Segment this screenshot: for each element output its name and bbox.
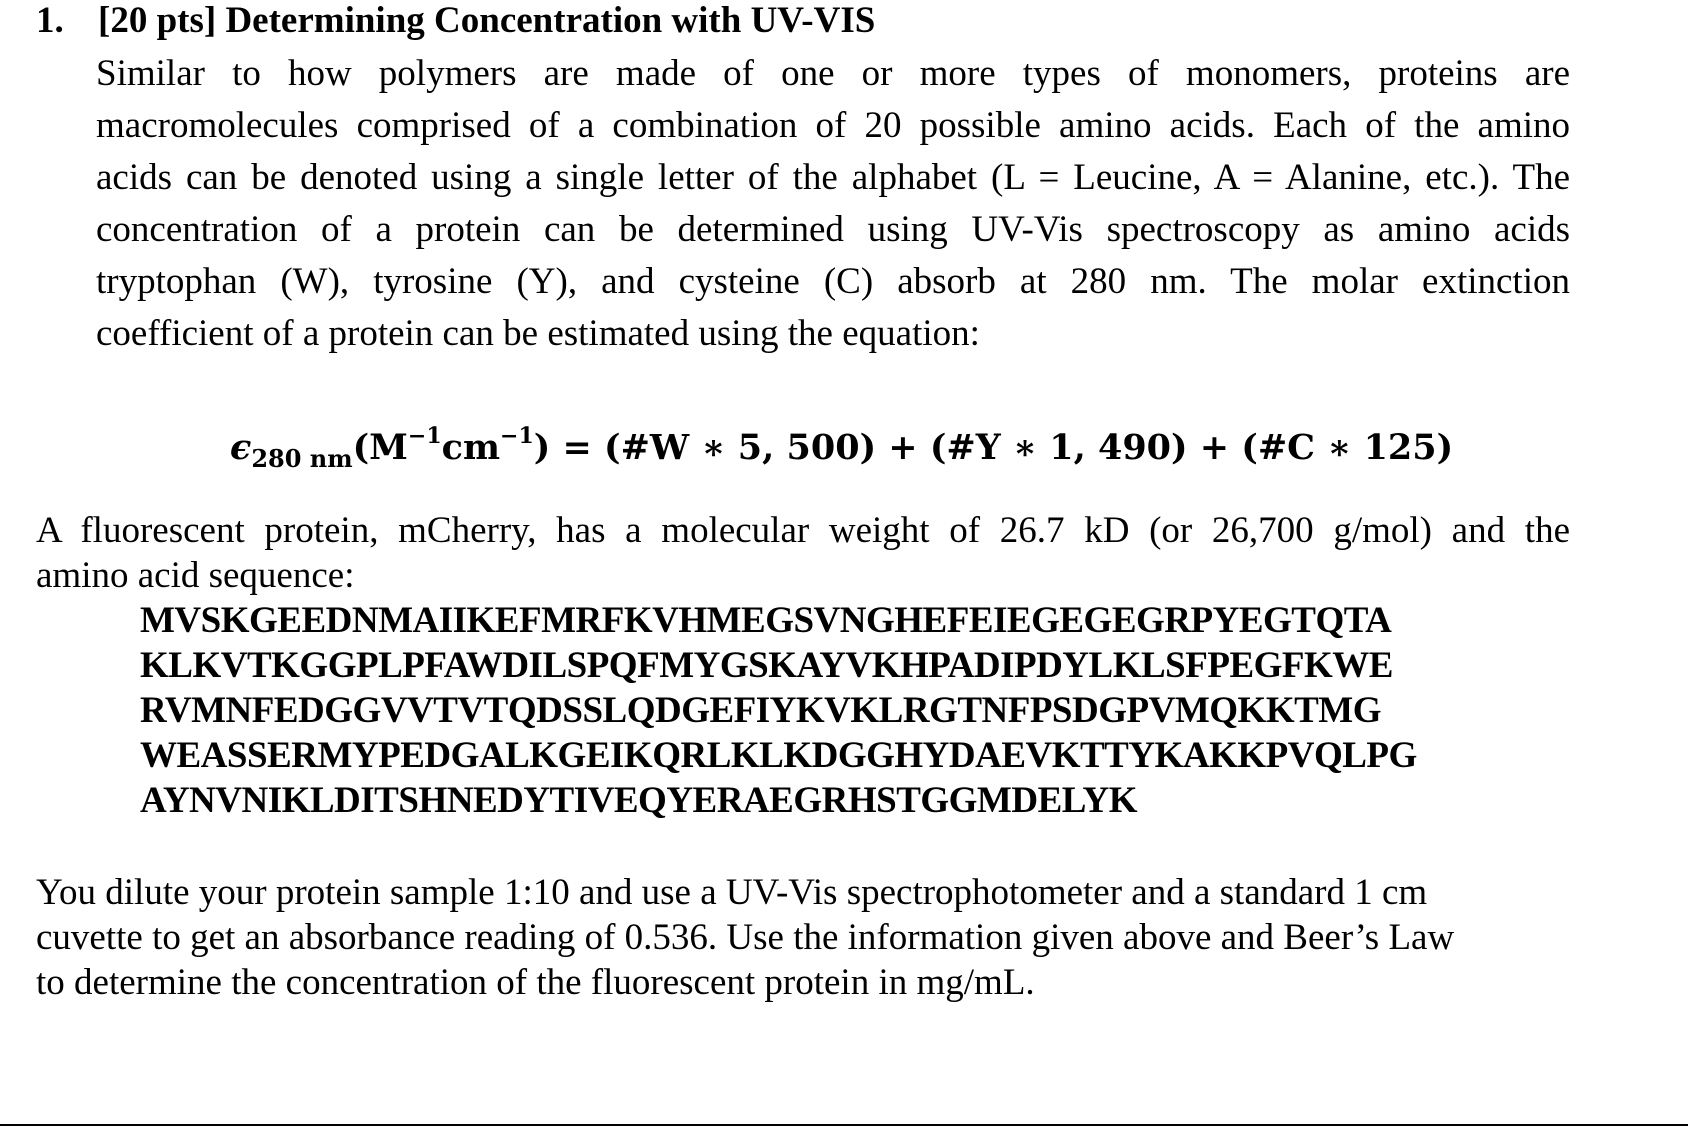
intro-line: tryptophan (W), tyrosine (Y), and cysteine (C) absorb at 280 nm. The molar extinction [96,261,1570,302]
equation-superscript-1: −1 [407,423,442,449]
bottom-divider [0,1124,1688,1126]
equation-epsilon: ϵ [230,427,252,468]
sequence-line: KLKVTKGGPLPFAWDILSPQFMYGSKAYVKHPADIPDYLKLSFPEGFKWE [140,645,1393,686]
intro-line: acids can be denoted using a single letter of the alphabet (L = Leucine, A = Alanine, etc.). The [96,157,1570,198]
task-paragraph [36,870,1570,1005]
question-heading [36,0,875,42]
intro-line: macromolecules comprised of a combination of 20 possible amino acids. Each of the amino [96,105,1570,146]
amino-acid-sequence [140,598,1417,823]
intro-line: concentration of a protein can be determined using UV-Vis spectroscopy as amino acids [96,209,1570,250]
extinction-coefficient-equation [230,412,1453,483]
equation-subscript: 280 nm [251,444,353,473]
equation-rhs: ) = (#W ∗ 5, 500) + (#Y ∗ 1, 490) + (#C ∗ 125) [533,427,1454,468]
paragraph-line: to determine the concentration of the fluorescent protein in mg/mL. [36,962,1035,1003]
intro-line: coefficient of a protein can be estimated using the equation: [96,313,980,354]
question-number: 1. [36,0,64,41]
intro-paragraph [96,48,1570,360]
sequence-line: MVSKGEEDNMAIIKEFMRFKVHMEGSVNGHEFEIEGEGEGRPYEGTQTA [140,600,1392,641]
sequence-line: WEASSERMYPEDGALKGEIKQRLKLKDGGHYDAEVKTTYKAKKPVQLPG [140,735,1417,776]
equation-superscript-2: −1 [500,423,534,449]
question-title: [20 pts] Determining Concentration with UV-VIS [98,0,876,41]
sequence-line: AYNVNIKLDITSHNEDYTIVEQYERAEGRHSTGGMDELYK [140,780,1138,821]
paragraph-line: You dilute your protein sample 1:10 and use a UV-Vis spectrophotometer and a standard 1 cm [36,872,1428,913]
equation-units-open: (M [352,427,408,468]
equation-units-mid: cm [441,427,501,468]
paragraph-line: A fluorescent protein, mCherry, has a molecular weight of 26.7 kD (or 26,700 g/mol) and the [36,510,1570,551]
sequence-line: RVMNFEDGGVVTVTQDSSLQDGEFIYKVKLRGTNFPSDGPVMQKKTMG [140,690,1381,731]
paragraph-line: amino acid sequence: [36,555,355,596]
protein-paragraph [36,508,1570,598]
intro-line: Similar to how polymers are made of one or more types of monomers, proteins are [96,53,1570,94]
paragraph-line: cuvette to get an absorbance reading of 0.536. Use the information given above and Beer’s Law [36,917,1455,958]
